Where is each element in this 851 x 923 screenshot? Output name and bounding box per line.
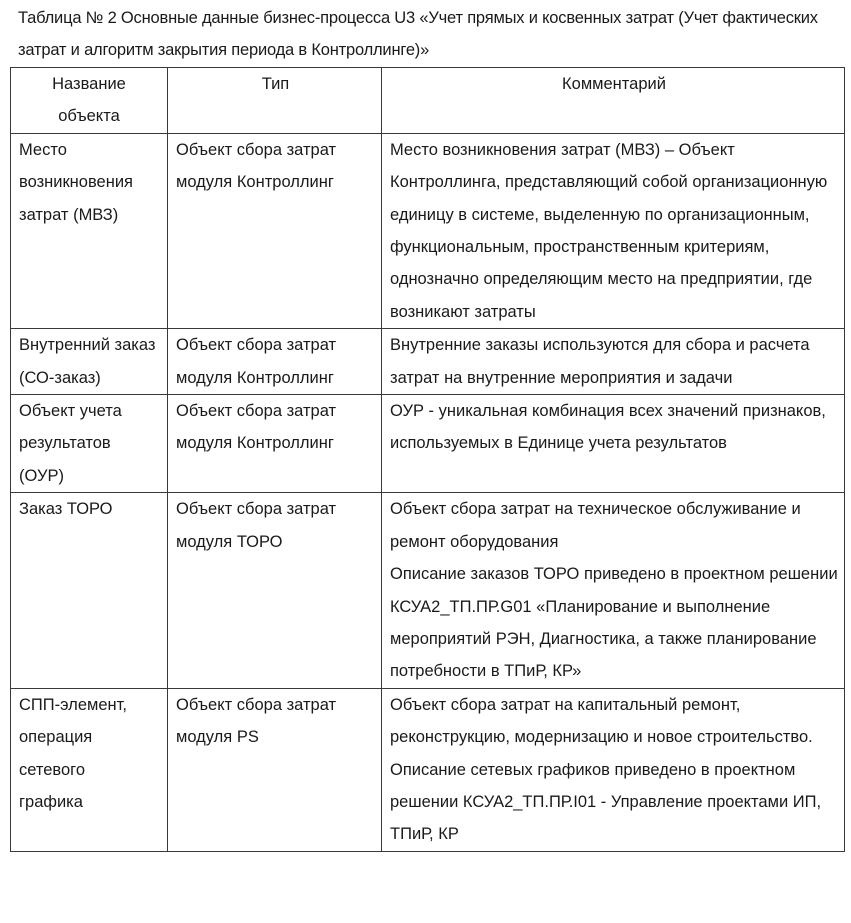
table-caption: Таблица № 2 Основные данные бизнес-процесса U3 «Учет прямых и косвенных затрат (Учет фактических затрат и алгоритм закрытия периода в Контроллинге)» xyxy=(18,9,818,59)
object-name-cell: Внутренний заказ (СО-заказ) xyxy=(11,329,168,395)
object-comment-cell xyxy=(382,133,845,328)
table-row xyxy=(11,133,845,328)
header-type: Тип xyxy=(168,68,382,134)
comment-paragraph: Место возникновения затрат (МВЗ) – Объект Контроллинга, представляющий собой организационную единицу в системе, выделенную по организационным, функциональным, пространственным критериям, однозначно определяющим место на предприятии, где возникают затраты xyxy=(390,140,828,321)
object-comment-cell xyxy=(382,395,845,493)
table-body xyxy=(11,133,845,851)
table-row xyxy=(11,395,845,493)
object-type-cell: Объект сбора затрат модуля PS xyxy=(168,688,382,851)
object-type-cell: Объект сбора затрат модуля Контроллинг xyxy=(168,133,382,328)
object-name-cell: СПП-элемент, операция сетевого графика xyxy=(11,688,168,851)
business-process-table xyxy=(10,67,845,852)
comment-paragraph: ОУР - уникальная комбинация всех значений признаков, используемых в Единице учета результатов xyxy=(390,402,826,453)
header-comment: Комментарий xyxy=(382,68,845,134)
object-type-cell: Объект сбора затрат модуля Контроллинг xyxy=(168,329,382,395)
comment-paragraph: Внутренние заказы используются для сбора и расчета затрат на внутренние мероприятия и задачи xyxy=(390,336,810,387)
table-row xyxy=(11,688,845,851)
comment-paragraph: Объект сбора затрат на техническое обслуживание и ремонт оборудования xyxy=(390,500,801,551)
table-row xyxy=(11,329,845,395)
comment-paragraph: Описание сетевых графиков приведено в проектном решении КСУА2_ТП.ПР.I01 - Управление проектами ИП, ТПиР, КР xyxy=(390,760,822,844)
header-row xyxy=(11,68,845,134)
object-name-cell: Место возникновения затрат (МВЗ) xyxy=(11,133,168,328)
object-comment-cell xyxy=(382,493,845,688)
object-comment-cell xyxy=(382,329,845,395)
comment-paragraph: Объект сбора затрат на капитальный ремонт, реконструкцию, модернизацию и новое строительство. xyxy=(390,695,813,747)
object-type-cell: Объект сбора затрат модуля Контроллинг xyxy=(168,395,382,493)
table-row xyxy=(11,493,845,688)
object-type-cell: Объект сбора затрат модуля ТОРО xyxy=(168,493,382,688)
comment-paragraph: Описание заказов ТОРО приведено в проектном решении КСУА2_ТП.ПР.G01 «Планирование и выполнение мероприятий РЭН, Диагностика, а также планирование потребности в ТПиР, КР» xyxy=(390,565,838,681)
header-name: Название объекта xyxy=(11,68,168,134)
object-comment-cell xyxy=(382,688,845,851)
object-name-cell: Заказ ТОРО xyxy=(11,493,168,688)
object-name-cell: Объект учета результатов (ОУР) xyxy=(11,395,168,493)
